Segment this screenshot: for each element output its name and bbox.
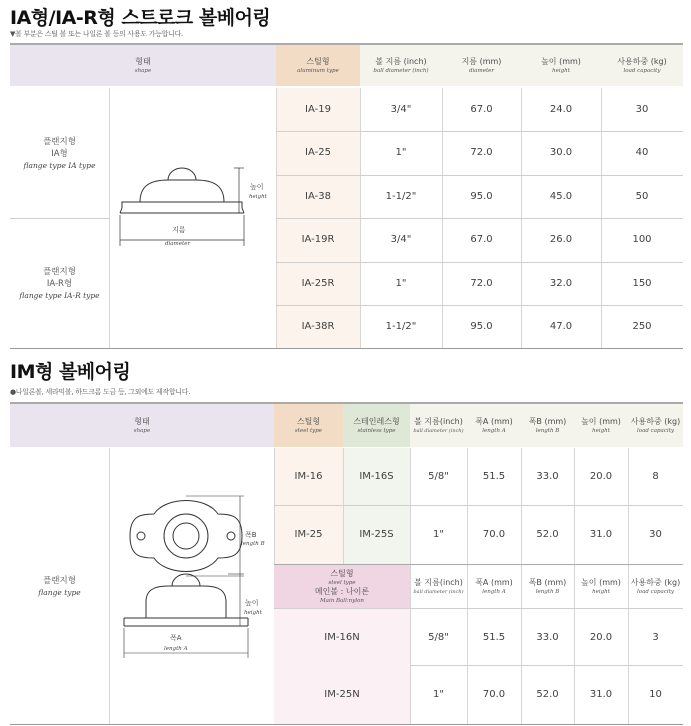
- section2-note: ●나일론볼, 세라믹볼, 하드크롬 도금 등, 그외에도 제작합니다.: [10, 388, 191, 396]
- column-header-kr: 볼 지름 (inch): [375, 56, 427, 66]
- table-cell: 95.0: [470, 191, 493, 202]
- table-cell: IA-38R: [301, 321, 335, 332]
- column-header-load: [601, 43, 683, 86]
- column-header-en2: Main Ball:nylon: [320, 597, 364, 604]
- column-header-kr: 사용하중 (kg): [630, 416, 681, 426]
- table-cell: 30.0: [549, 147, 573, 158]
- shape-header: [10, 43, 276, 86]
- column-header-en: ball diameter (inch): [413, 427, 464, 434]
- table-cell: 3/4": [390, 234, 412, 245]
- table-cell: 67.0: [470, 234, 493, 245]
- column-header-load-2: [628, 402, 683, 447]
- table-cell: IM-25N: [324, 689, 360, 700]
- column-header-steel: [274, 402, 343, 447]
- table-cell: 70.0: [482, 529, 506, 540]
- table-cell: 20.0: [589, 631, 613, 643]
- shape-header-en: shape: [134, 67, 152, 74]
- im-lengtha-label-en: length A: [164, 646, 188, 652]
- column-header-en: stainless type: [357, 427, 396, 434]
- table-cell: 70.0: [482, 689, 506, 700]
- column-header-diameter: [442, 43, 521, 86]
- table-cell: IA-38: [305, 191, 331, 202]
- table-cell: 40: [635, 147, 649, 158]
- column-header-en: load capacity: [637, 427, 674, 434]
- column-header-height: [521, 43, 601, 86]
- im-height-label-en: height: [244, 610, 262, 616]
- column-header-ball-diameter: [360, 43, 442, 86]
- column-header-height-3: [574, 565, 628, 608]
- table-cell: IM-25S: [359, 529, 394, 540]
- column-header-kr: 볼 지름(inch): [414, 416, 463, 426]
- group-kr2: IA형: [51, 148, 68, 159]
- table-cell: 33.0: [536, 471, 559, 482]
- column-header-kr: 스틸형: [296, 416, 321, 426]
- column-header-en: steel type: [294, 427, 323, 434]
- im-lengtha-label: 폭A: [170, 634, 182, 642]
- column-header-en: height: [552, 67, 570, 74]
- table-cell: 5/8": [428, 631, 449, 643]
- section2-title: IM형 볼베어링: [10, 361, 131, 383]
- table-cell: 67.0: [470, 104, 493, 115]
- ia-height-label-en: height: [249, 194, 267, 200]
- column-header-kr: 스틸형: [330, 568, 354, 578]
- group-en: flange type: [38, 587, 81, 597]
- shape-header-kr: 형태: [135, 56, 151, 66]
- column-header-en: length A: [482, 427, 506, 434]
- table-cell: 33.0: [536, 631, 559, 643]
- table-cell: 1": [395, 278, 407, 289]
- table-cell: 72.0: [470, 147, 493, 158]
- ia-diameter-label-en: diameter: [165, 241, 191, 247]
- table-cell: 51.5: [482, 631, 506, 643]
- column-header-kr: 높이 (mm): [581, 577, 621, 587]
- column-header-en: length B: [535, 427, 560, 434]
- table-cell: 1": [433, 529, 444, 540]
- group-ia: [10, 88, 109, 218]
- table-cell: 250: [632, 321, 652, 332]
- table-cell: 24.0: [549, 104, 573, 115]
- table-cell: 1": [433, 689, 444, 700]
- column-header-en: length B: [535, 588, 560, 595]
- table-cell: 1": [395, 147, 407, 158]
- column-header-length-a-2: [467, 565, 521, 608]
- column-header-length-a: [467, 402, 521, 447]
- table-cell: 31.0: [589, 689, 613, 700]
- column-header-kr: 높이 (mm): [581, 416, 621, 426]
- column-header-kr: 폭B (mm): [528, 577, 567, 587]
- column-header-en: diameter: [468, 67, 495, 74]
- im-lengthb-label: 폭B: [245, 531, 257, 539]
- column-header-kr: 스틸형: [306, 56, 330, 66]
- column-header-en: ball diameter (inch): [373, 67, 429, 74]
- table-cell: IA-19: [305, 104, 331, 115]
- column-header-en: steel type: [328, 579, 356, 586]
- table-cell: 30: [649, 529, 662, 540]
- section1-note: ▼볼 부분은 스틸 볼 또는 나일론 볼 등의 사용도 가능합니다.: [10, 30, 183, 38]
- table-cell: IM-25: [294, 529, 323, 540]
- group-ia-r: [10, 218, 109, 348]
- table-cell: IM-16S: [359, 471, 394, 482]
- table-cell: 1-1/2": [385, 321, 417, 332]
- table-bottom: [10, 348, 683, 349]
- table-cell: 10: [649, 689, 662, 700]
- column-header-nylon: [274, 565, 410, 608]
- table-cell: 1-1/2": [385, 191, 417, 202]
- table-cell: 100: [632, 234, 652, 245]
- table-cell: 52.0: [536, 529, 559, 540]
- ia-bearing-drawing: [110, 150, 276, 250]
- ia-diameter-label: 지름: [172, 226, 186, 234]
- table-cell: 5/8": [428, 471, 449, 482]
- column-header-en: aluminum type: [297, 67, 339, 74]
- group-en: flange type IA type: [23, 160, 96, 170]
- table-cell: 31.0: [589, 529, 613, 540]
- group-flange: [10, 448, 109, 724]
- table-cell: 72.0: [470, 278, 493, 289]
- table-cell: 95.0: [470, 321, 493, 332]
- column-header-ball-diameter-3: [410, 565, 467, 608]
- table-bottom: [10, 724, 683, 725]
- group-kr2: IA-R형: [46, 278, 73, 289]
- column-header-kr: 지름 (mm): [461, 56, 502, 66]
- column-header-stainless: [343, 402, 410, 447]
- column-header-kr: 사용하중 (kg): [630, 577, 681, 587]
- table-cell: IA-25: [305, 147, 331, 158]
- column-header-kr: 스테인레스형: [353, 416, 400, 426]
- table-cell: 51.5: [482, 471, 506, 482]
- column-header-ball-diameter-2: [410, 402, 467, 447]
- column-header-en: load capacity: [623, 67, 661, 74]
- column-header-kr: 폭B (mm): [528, 416, 567, 426]
- column-header-en: height: [592, 427, 610, 434]
- column-header-en: height: [592, 588, 610, 595]
- column-header-kr: 사용하중 (kg): [617, 56, 667, 66]
- table-cell: 50: [635, 191, 649, 202]
- table-cell: IM-16N: [324, 631, 360, 643]
- ia-height-label: 높이: [250, 183, 264, 191]
- column-header-kr: 볼 지름(inch): [414, 577, 463, 587]
- table-cell: 26.0: [549, 234, 573, 245]
- im-lengthb-label-en: length B: [241, 541, 265, 547]
- table-cell: 30: [635, 104, 649, 115]
- shape-header-2: [10, 402, 274, 447]
- column-header-kr2: 메인볼 : 나이론: [314, 586, 370, 596]
- im-height-label: 높이: [245, 599, 259, 607]
- column-header-kr: 폭A (mm): [475, 416, 513, 426]
- table-cell: 3/4": [390, 104, 412, 115]
- section1-title: IA형/IA-R형 스트로크 볼베어링: [10, 7, 271, 29]
- table-cell: IA-19R: [301, 234, 335, 245]
- group-en: flange type IA-R type: [19, 290, 100, 300]
- im-bearing-drawing: [110, 480, 274, 690]
- column-header-en: ball diameter (inch): [413, 588, 464, 595]
- column-header-load-3: [628, 565, 683, 608]
- column-header-length-b: [521, 402, 574, 447]
- column-header-height-2: [574, 402, 628, 447]
- table-cell: 47.0: [549, 321, 573, 332]
- table-cell: IA-25R: [301, 278, 335, 289]
- table-cell: IM-16: [294, 471, 323, 482]
- table-cell: 45.0: [549, 191, 573, 202]
- shape-header-en: shape: [133, 427, 151, 434]
- group-kr: 플랜지형: [43, 266, 76, 277]
- column-header-en: length A: [482, 588, 506, 595]
- column-header-kr: 높이 (mm): [541, 56, 581, 66]
- group-kr: 플랜지형: [43, 575, 76, 586]
- column-header-en: load capacity: [637, 588, 674, 595]
- column-header-kr: 폭A (mm): [475, 577, 513, 587]
- table-cell: 3: [652, 631, 659, 643]
- column-header-length-b-2: [521, 565, 574, 608]
- table-cell: 52.0: [536, 689, 559, 700]
- table-cell: 8: [652, 471, 659, 482]
- table-cell: 150: [632, 278, 652, 289]
- column-header-model: [276, 43, 360, 86]
- table-cell: 32.0: [549, 278, 573, 289]
- table-cell: 20.0: [589, 471, 613, 482]
- shape-header-kr: 형태: [134, 416, 150, 426]
- group-kr: 플랜지형: [43, 136, 76, 147]
